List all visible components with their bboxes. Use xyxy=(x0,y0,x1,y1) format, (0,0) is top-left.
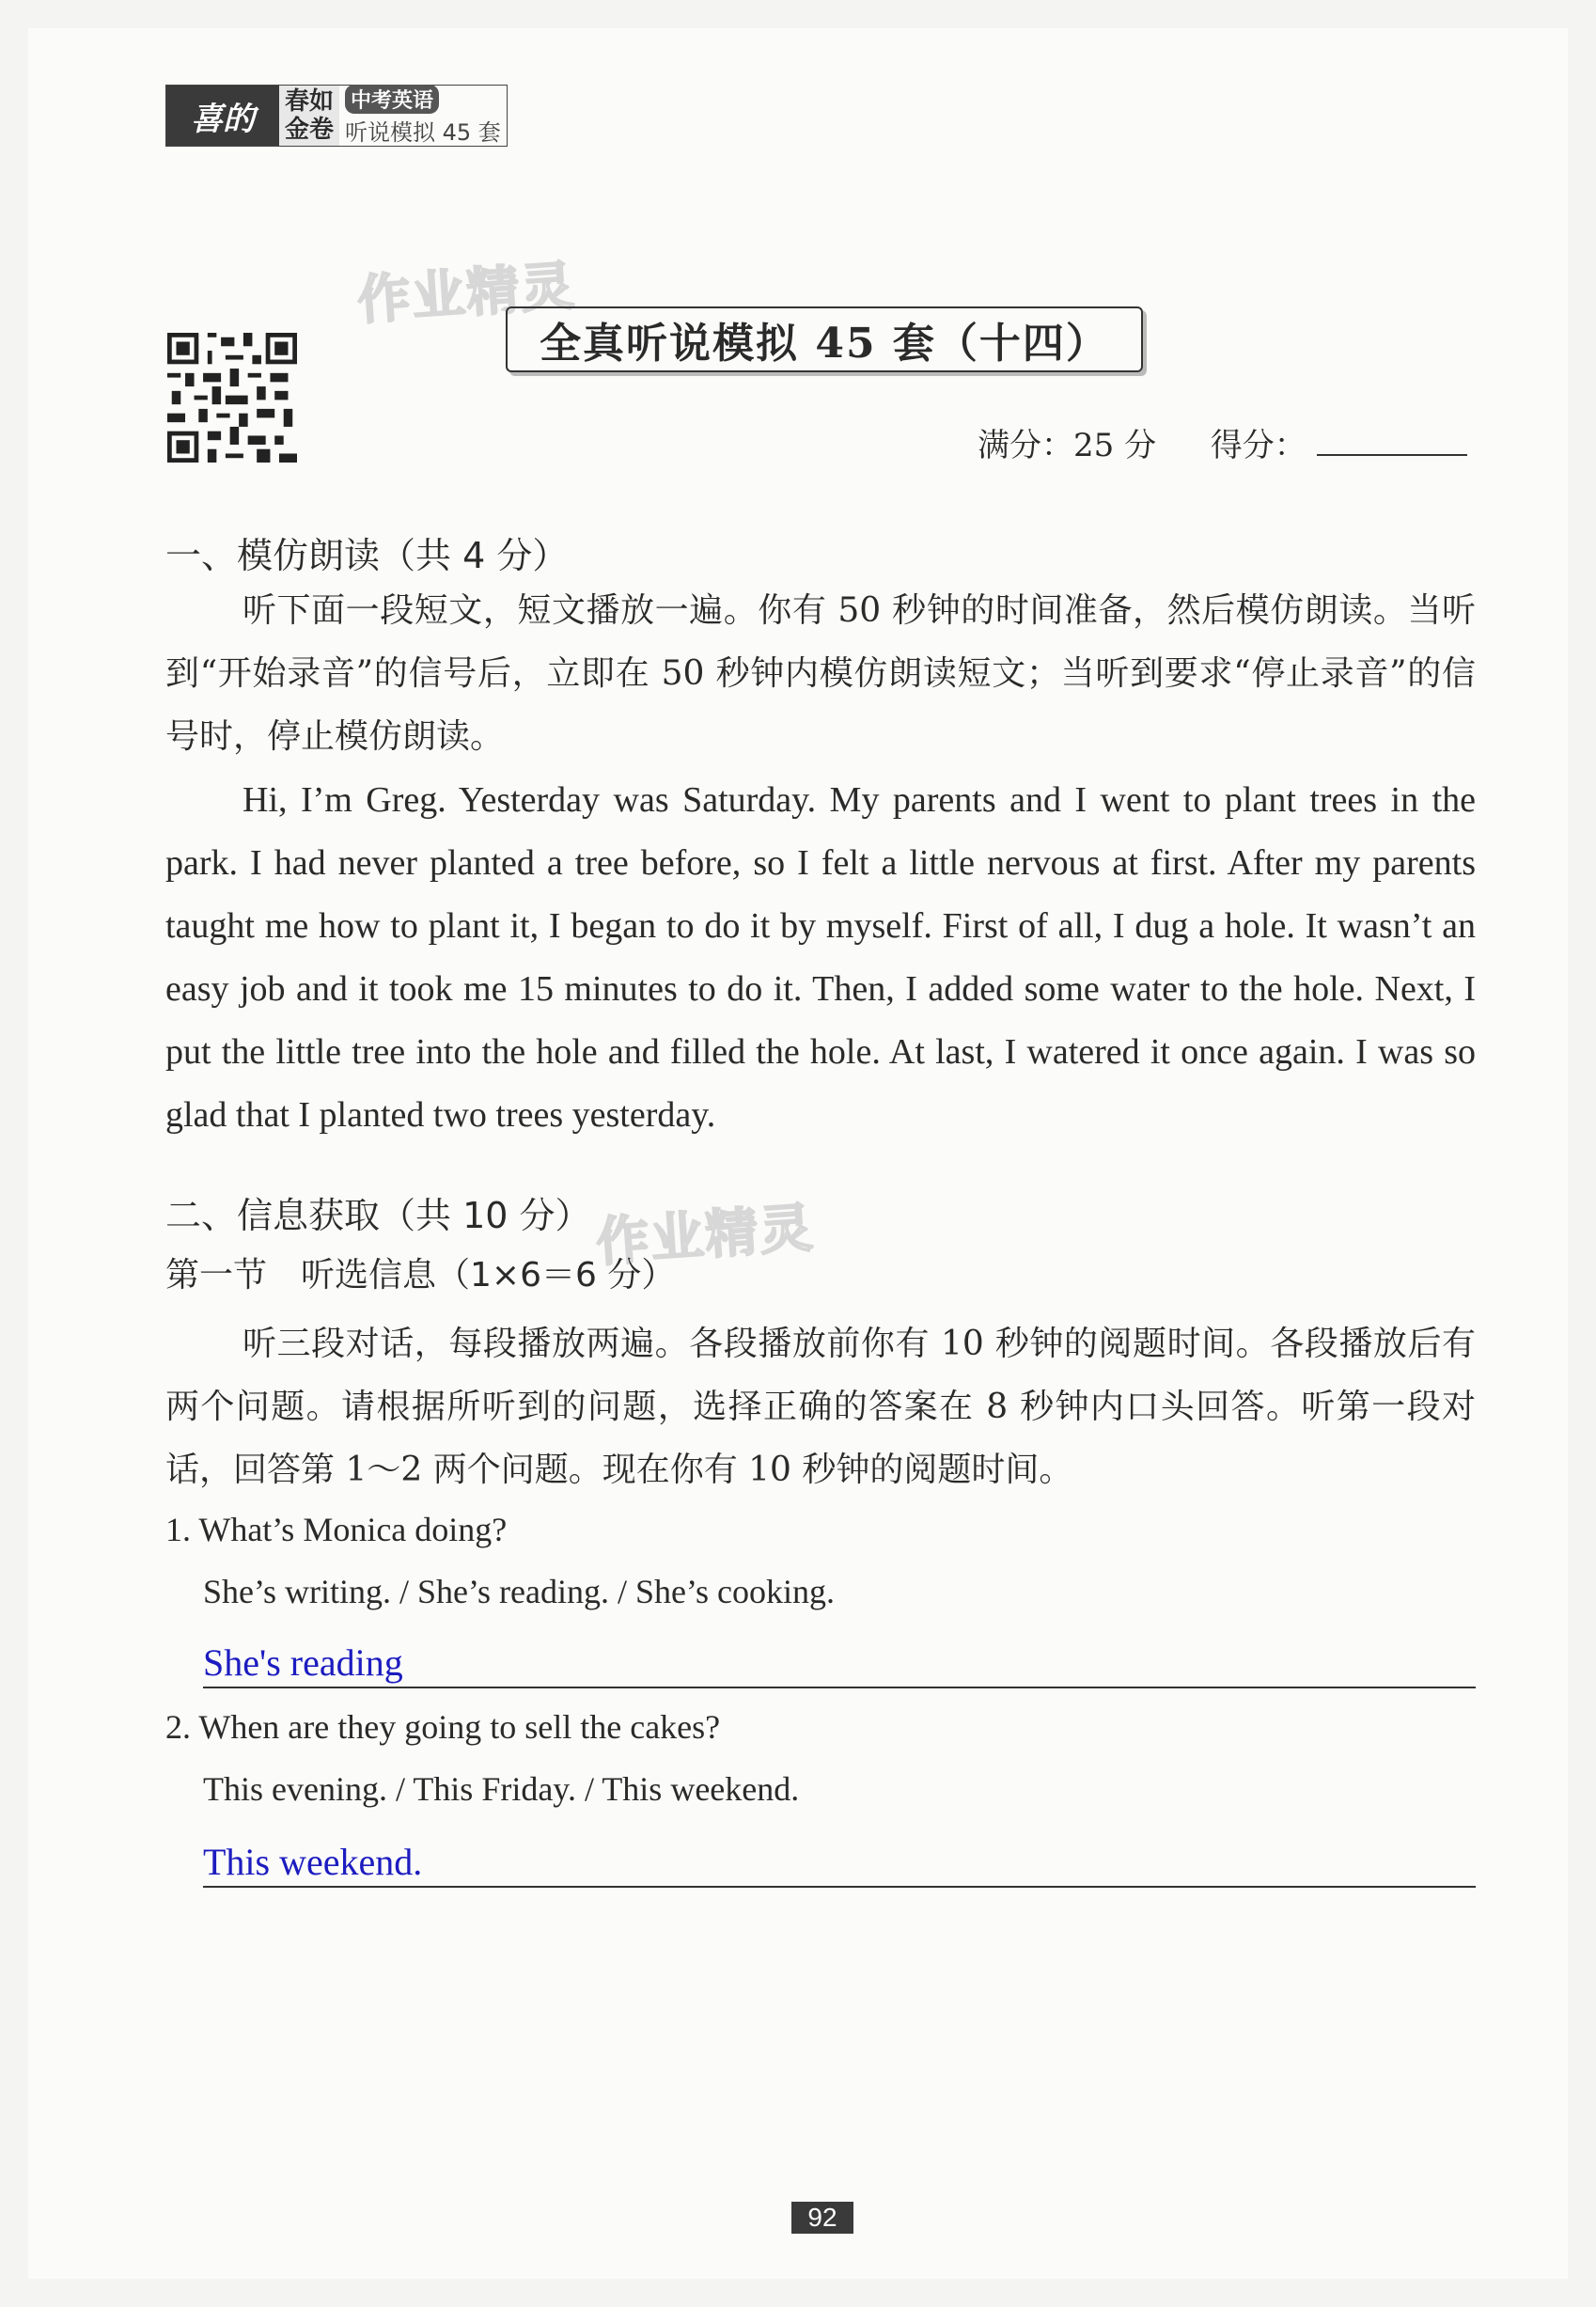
question-2-options: This evening. / This Friday. / This weekend. xyxy=(203,1770,800,1808)
question-2-answer: This weekend. xyxy=(203,1841,423,1883)
qr-code-icon xyxy=(167,333,297,463)
series-logo xyxy=(165,85,508,147)
section1-instructions: 听下面一段短文，短文播放一遍。你有 50 秒钟的时间准备，然后模仿朗读。当听到“开始录音”的信号后，立即在 50 秒钟内模仿朗读短文；当听到要求“停止录音”的信号时，停止模仿朗读。 xyxy=(165,591,1476,756)
brand-name: 春如 金卷 xyxy=(279,86,339,146)
page-number: 92 xyxy=(791,2202,853,2234)
question-2: 2. When are they going to sell the cakes? xyxy=(165,1708,721,1746)
reading-passage: Hi, I’m Greg. Yesterday was Saturday. My parents and I went to plant trees in the park. I had never planted a tree before, so I felt a little nervous at first. After my parents taught me how to plant it, I began to do it by myself. First of all, I dug a hole. It wasn’t an easy job and it took me 15 minutes to do it. Then, I added some water to the hole. Next, I put the little tree into the hole and filled the hole. At last, I watered it once again. I was so glad that I planted two trees yesterday. xyxy=(165,780,1476,1135)
question-2-answer-line[interactable] xyxy=(203,1839,1476,1888)
score-got-label: 得分： xyxy=(1210,427,1307,464)
question-1-answer-line[interactable] xyxy=(203,1640,1476,1688)
series-name: 中考英语 听说模拟 45 套 xyxy=(339,86,507,146)
section2-subheading: 第一节 听选信息（1×6＝6 分） xyxy=(165,1256,676,1295)
score-blank[interactable] xyxy=(1317,426,1467,456)
page-title: 全真听说模拟 45 套（十四） xyxy=(506,306,1143,372)
score-line xyxy=(978,419,1467,465)
question-1: 1. What’s Monica doing? xyxy=(165,1511,508,1548)
section2-instructions: 听三段对话，每段播放两遍。各段播放前你有 10 秒钟的阅题时间。各段播放后有两个问题。请根据所听到的问题，选择正确的答案在 8 秒钟内口头回答。听第一段对话，回答第 1～2 两个问题。现在你有 10 秒钟的阅题时间。 xyxy=(165,1325,1476,1489)
question-1-answer: She's reading xyxy=(203,1641,403,1684)
full-score-label: 满分：25 分 xyxy=(978,427,1157,464)
section1-heading: 一、模仿朗读（共 4 分） xyxy=(165,535,569,576)
watermark: 作业精灵 xyxy=(355,255,578,333)
brand-logo-mark: 喜的 xyxy=(166,86,279,146)
question-1-options: She’s writing. / She’s reading. / She’s cooking. xyxy=(203,1573,835,1610)
section2-heading: 二、信息获取（共 10 分） xyxy=(165,1195,591,1236)
watermark: 作业精灵 xyxy=(594,1197,817,1275)
